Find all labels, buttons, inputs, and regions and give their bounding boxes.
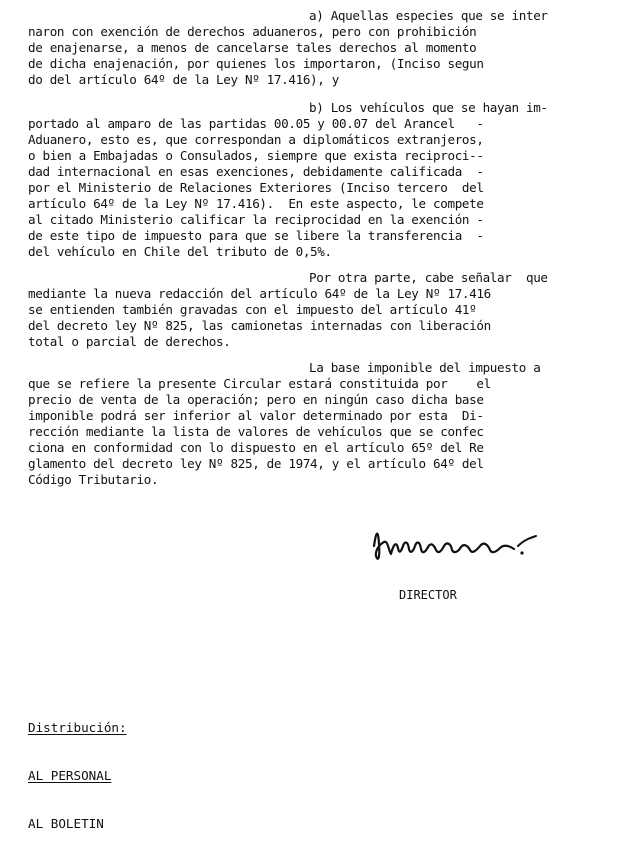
distribution-block: [28, 688, 127, 864]
text-line: de dicha enajenación, por quienes los importaron, (Inciso segun: [28, 56, 484, 71]
text-line: ciona en conformidad con lo dispuesto en el artículo 65º del Re: [28, 440, 484, 455]
distribution-item: AL PERSONAL: [28, 768, 112, 783]
text-line: Aduanero, esto es, que correspondan a diplomáticos extranjeros,: [28, 132, 484, 147]
text-line: dad internacional en esas exenciones, debidamente calificada -: [28, 164, 484, 179]
distribution-heading: Distribución:: [28, 720, 127, 735]
text-line: imponible podrá ser inferior al valor determinado por esta Di-: [28, 408, 484, 423]
text-line: Código Tributario.: [28, 472, 159, 487]
handwritten-signature: [366, 518, 542, 568]
text-line: artículo 64º de la Ley Nº 17.416). En este aspecto, le compete: [28, 196, 484, 211]
text-line: total o parcial de derechos.: [28, 334, 231, 349]
text-line: al citado Ministerio calificar la reciprocidad en la exención -: [28, 212, 484, 227]
text-line: que se refiere la presente Circular estará constituida por el: [28, 376, 491, 391]
text-line: do del artículo 64º de la Ley Nº 17.416), y: [28, 72, 339, 87]
text-line: naron con exención de derechos aduaneros, pero con prohibición: [28, 24, 477, 39]
text-line: b) Los vehículos que se hayan im-: [309, 100, 548, 115]
text-line: o bien a Embajadas o Consulados, siempre que exista reciproci--: [28, 148, 484, 163]
distribution-item: AL BOLETIN: [28, 816, 104, 831]
text-line: precio de venta de la operación; pero en ningún caso dicha base: [28, 392, 484, 407]
signature-title: DIRECTOR: [399, 588, 457, 602]
text-line: se entienden también gravadas con el impuesto del artículo 41º: [28, 302, 477, 317]
text-line: de enajenarse, a menos de cancelarse tales derechos al momento: [28, 40, 477, 55]
text-line: portado al amparo de las partidas 00.05 y 00.07 del Arancel -: [28, 116, 484, 131]
text-line: mediante la nueva redacción del artículo 64º de la Ley Nº 17.416: [28, 286, 491, 301]
text-line: glamento del decreto ley Nº 825, de 1974, y el artículo 64º del: [28, 456, 484, 471]
text-line: a) Aquellas especies que se inter: [309, 8, 548, 23]
text-line: del decreto ley Nº 825, las camionetas internadas con liberación: [28, 318, 491, 333]
text-line: de este tipo de impuesto para que se libere la transferencia -: [28, 228, 484, 243]
text-line: del vehículo en Chile del tributo de 0,5%.: [28, 244, 332, 259]
text-line: por el Ministerio de Relaciones Exteriores (Inciso tercero del: [28, 180, 484, 195]
text-line: rección mediante la lista de valores de vehículos que se confec: [28, 424, 484, 439]
text-line: La base imponible del impuesto a: [309, 360, 541, 375]
text-line: Por otra parte, cabe señalar que: [309, 270, 548, 285]
